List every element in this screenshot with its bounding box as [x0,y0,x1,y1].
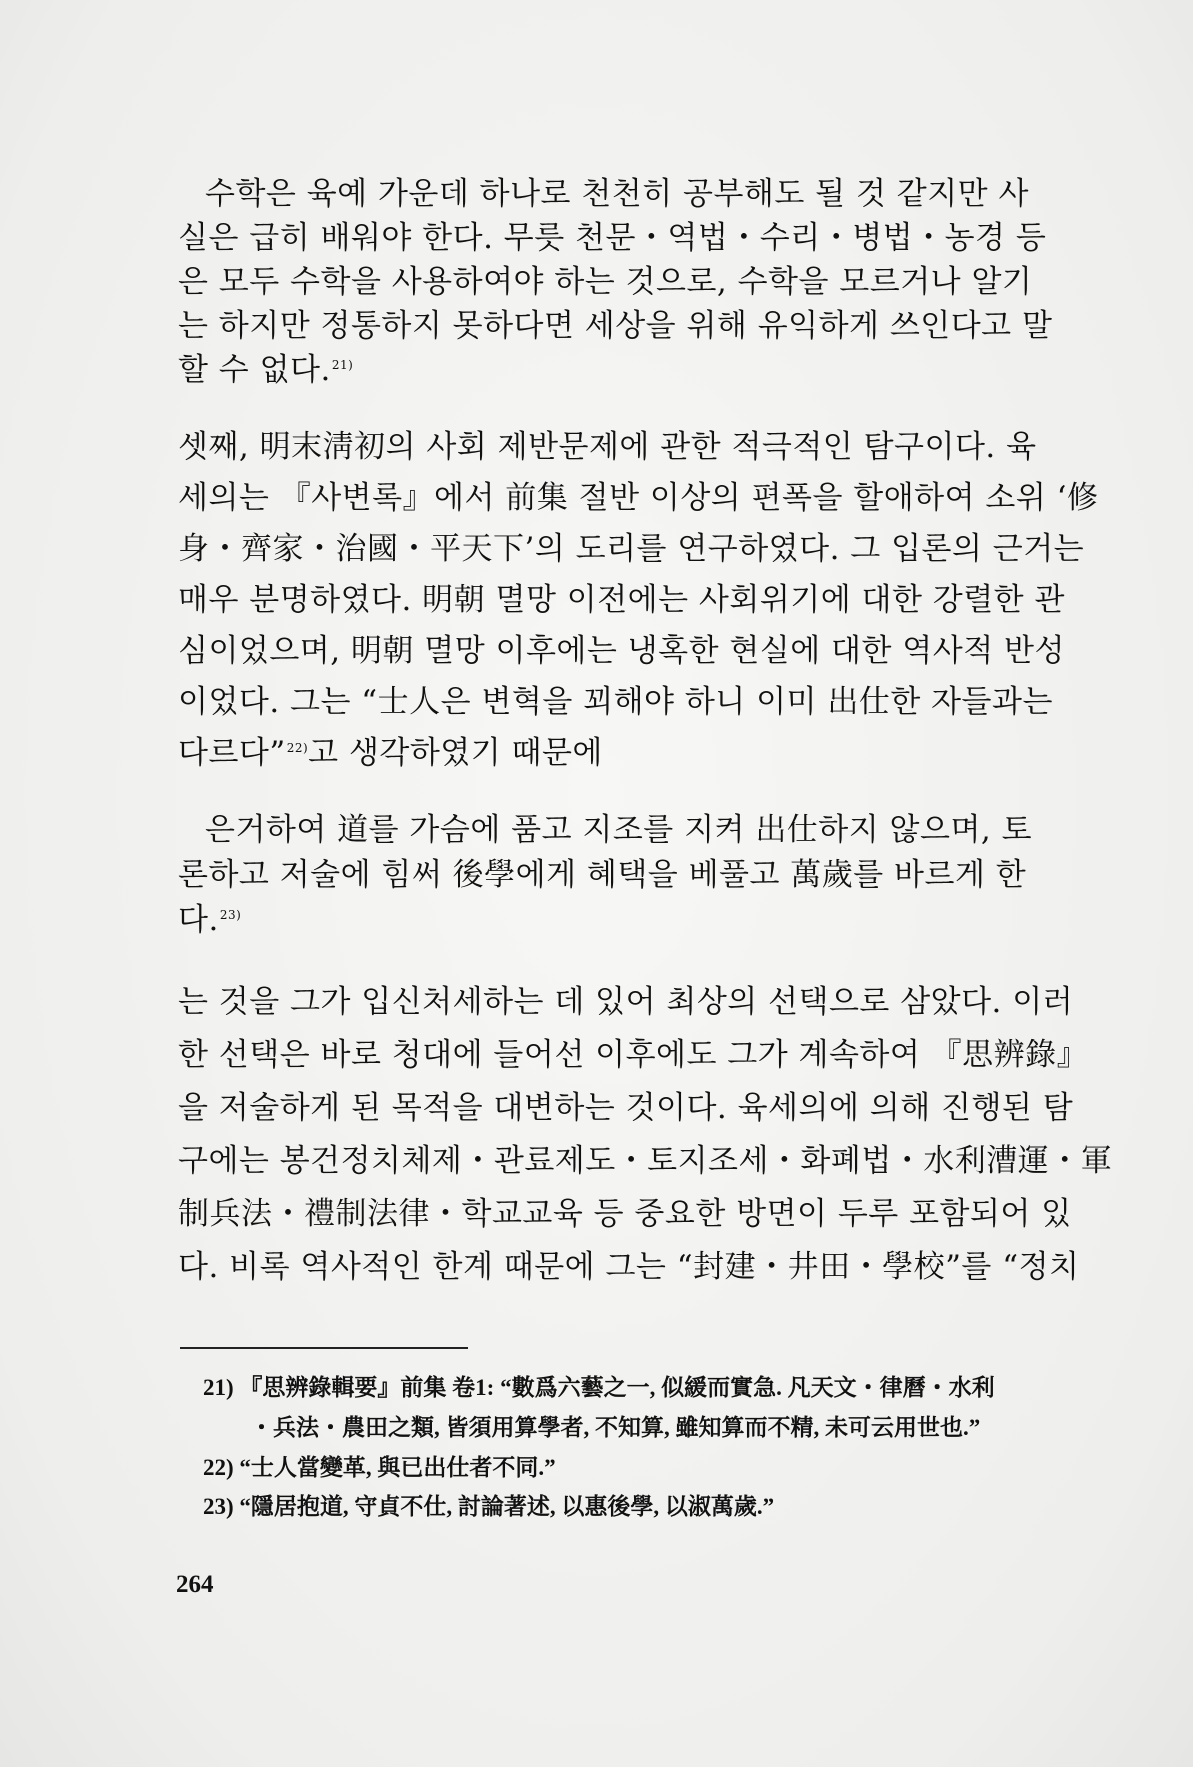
quote-line: 수학은 육예 가운데 하나로 천천히 공부해도 될 것 같지만 사 [205,176,1029,212]
paragraph-line [178,734,1040,772]
paragraph-line: 세의는 『사변록』에서 前集 절반 이상의 편폭을 할애하여 소위 ‘修 [178,480,1099,516]
quote-line: 은 모두 수학을 사용하여야 하는 것으로, 수학을 모르거나 알기 [178,264,1033,300]
quote-line: 실은 급히 배워야 한다. 무릇 천문・역법・수리・병법・농경 등 [178,220,1047,256]
footnote-number: 23) [203,1494,234,1519]
paragraph-text: 고 생각하였기 때문에 [308,735,603,771]
footnote-text: “士人當變革, 與已出仕者不同.” [239,1455,556,1480]
footnote-22 [203,1453,556,1483]
footnote-number: 22) [203,1455,234,1480]
quote-line [178,901,1013,939]
quote-text: 다. [178,902,219,938]
quote-line [178,351,1013,389]
paragraph-line: 이었다. 그는 “士人은 변혁을 꾀해야 하니 이미 出仕한 자들과는 [178,684,1053,720]
quote-line: 론하고 저술에 힘써 後學에게 혜택을 베풀고 萬歲를 바르게 한 [178,857,1027,893]
paragraph-text: 다르다” [178,735,286,771]
footnote-text: 『思辨錄輯要』前集 卷1: “數爲六藝之一, 似緩而實急. 凡天文・律曆・水利 [239,1375,995,1400]
quote-line: 는 하지만 정통하지 못하다면 세상을 위해 유익하게 쓰인다고 말 [178,308,1053,344]
paragraph-line: 身・齊家・治國・平天下’의 도리를 연구하였다. 그 입론의 근거는 [178,531,1085,567]
quote-line: 은거하여 道를 가슴에 품고 지조를 지켜 出仕하지 않으며, 토 [205,812,1033,848]
paragraph-line: 을 저술하게 된 목적을 대변하는 것이다. 육세의에 의해 진행된 탐 [178,1090,1074,1126]
paragraph-line: 制兵法・禮制法律・학교교육 등 중요한 방면이 두루 포함되어 있 [178,1196,1072,1232]
footnote-21 [203,1373,995,1403]
footnote-divider [180,1347,468,1349]
page-number: 264 [176,1571,214,1598]
footnote-text: ・兵法・農田之類, 皆須用算學者, 不知算, 雖知算而不精, 未可云用世也.” [250,1415,981,1440]
footnote-23 [203,1492,774,1522]
footnote-text: “隱居抱道, 守貞不仕, 討論著述, 以惠後學, 以淑萬歲.” [239,1494,775,1519]
paragraph-line: 한 선택은 바로 청대에 들어선 이후에도 그가 계속하여 『思辨錄』 [178,1037,1089,1073]
footnote-ref-22: 22) [286,740,309,755]
paragraph-line: 는 것을 그가 입신처세하는 데 있어 최상의 선택으로 삼았다. 이러 [178,984,1074,1020]
footnote-ref-21: 21) [331,357,354,372]
paragraph-line: 심이었으며, 明朝 멸망 이후에는 냉혹한 현실에 대한 역사적 반성 [178,633,1065,669]
paragraph-line: 다. 비록 역사적인 한계 때문에 그는 “封建・井田・學校”를 “정치 [178,1249,1080,1285]
paragraph-line: 셋째, 明末淸初의 사회 제반문제에 관한 적극적인 탐구이다. 육 [178,429,1037,465]
footnote-ref-23: 23) [219,907,242,922]
paragraph-line: 매우 분명하였다. 明朝 멸망 이전에는 사회위기에 대한 강렬한 관 [178,582,1065,618]
quote-text: 할 수 없다. [178,352,331,388]
paragraph-line: 구에는 봉건정치체제・관료제도・토지조세・화폐법・水利漕運・軍 [178,1143,1113,1179]
footnote-number: 21) [203,1375,234,1400]
